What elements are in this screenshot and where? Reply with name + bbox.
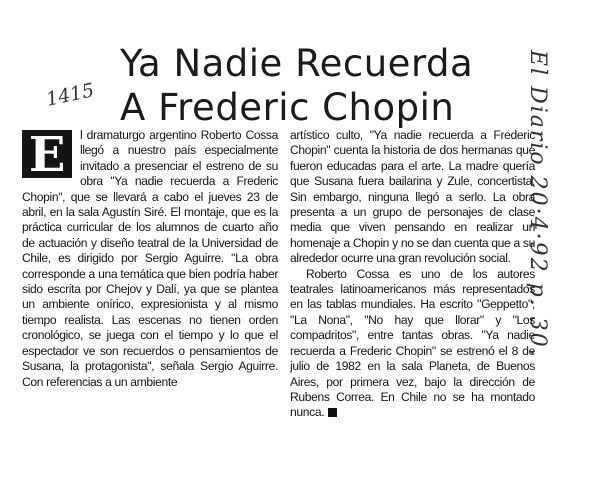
headline — [120, 42, 540, 130]
article-paragraph-3-text: Roberto Cossa es uno de los autores teatrales latinoamericanos más representados en las tablas mundiales. Ha escrito "Geppetto", "La Nona", "No hay que llorar" y "Los compadritos", entre tantas obras. "Ya nadie recuerda a Frederic Chopin" se estrenó el 8 de julio de 1982 en la sala Planeta, de Buenos Aires, por primera vez, bajo la dirección de Rubens Correa. En Chile no se ha montado nunca. — [290, 266, 535, 420]
handwritten-source-note: El Diario 20·4·92 p. 30. — [525, 50, 550, 358]
article-column-1 — [22, 128, 278, 390]
headline-line-1: Ya Nadie Recuerda — [120, 42, 474, 85]
article-column-2 — [290, 128, 535, 421]
handwritten-number: 1415 — [44, 79, 97, 111]
article-paragraph-1: l dramaturgo argentino Roberto Cossa llegó a nuestro país especialmente invitado a presenciar el estreno de su obra "Ya nadie recuerda a Frederic Chopin", que se llevará a cabo el jueves 23 de abril, en la sala Agustín Siré. El montaje, que es la práctica curricular de los alumnos de cuarto año de actuación y diseño teatral de la Universidad de Chile, es dirigido por Sergio Aguirre. "La obra corresponde a una temática que bien podría haber sido escrita por Chejov y Dalí, ya que se plantea un ambiente onírico, expresionista y al mismo tiempo realista. Las escenas no tienen orden cronológico, se juega con el tiempo y lo que el espectador ve son recuerdos o pensamientos de Susana, la protagonista", señala Sergio Aguirre. Con referencias a un ambiente — [22, 128, 278, 389]
end-mark-icon — [328, 408, 337, 417]
dropcap: E — [22, 130, 72, 178]
article-paragraph-2: artístico culto, "Ya nadie recuerda a Frederic Chopin" cuenta la historia de dos hermanas que fueron educadas para el arte. La madre quería que Susana fuera bailarina y Zule, concertista. Sin embargo, ninguna llegó a serlo. La obra presenta a un grupo de personajes de clase media que viven pensando en realizar un homenaje a Chopin y no se dan cuenta que a su alrededor ocurre una gran revolución social. — [290, 128, 535, 266]
article-paragraph-3 — [290, 267, 535, 421]
headline-line-2: A Frederic Chopin — [120, 86, 455, 129]
